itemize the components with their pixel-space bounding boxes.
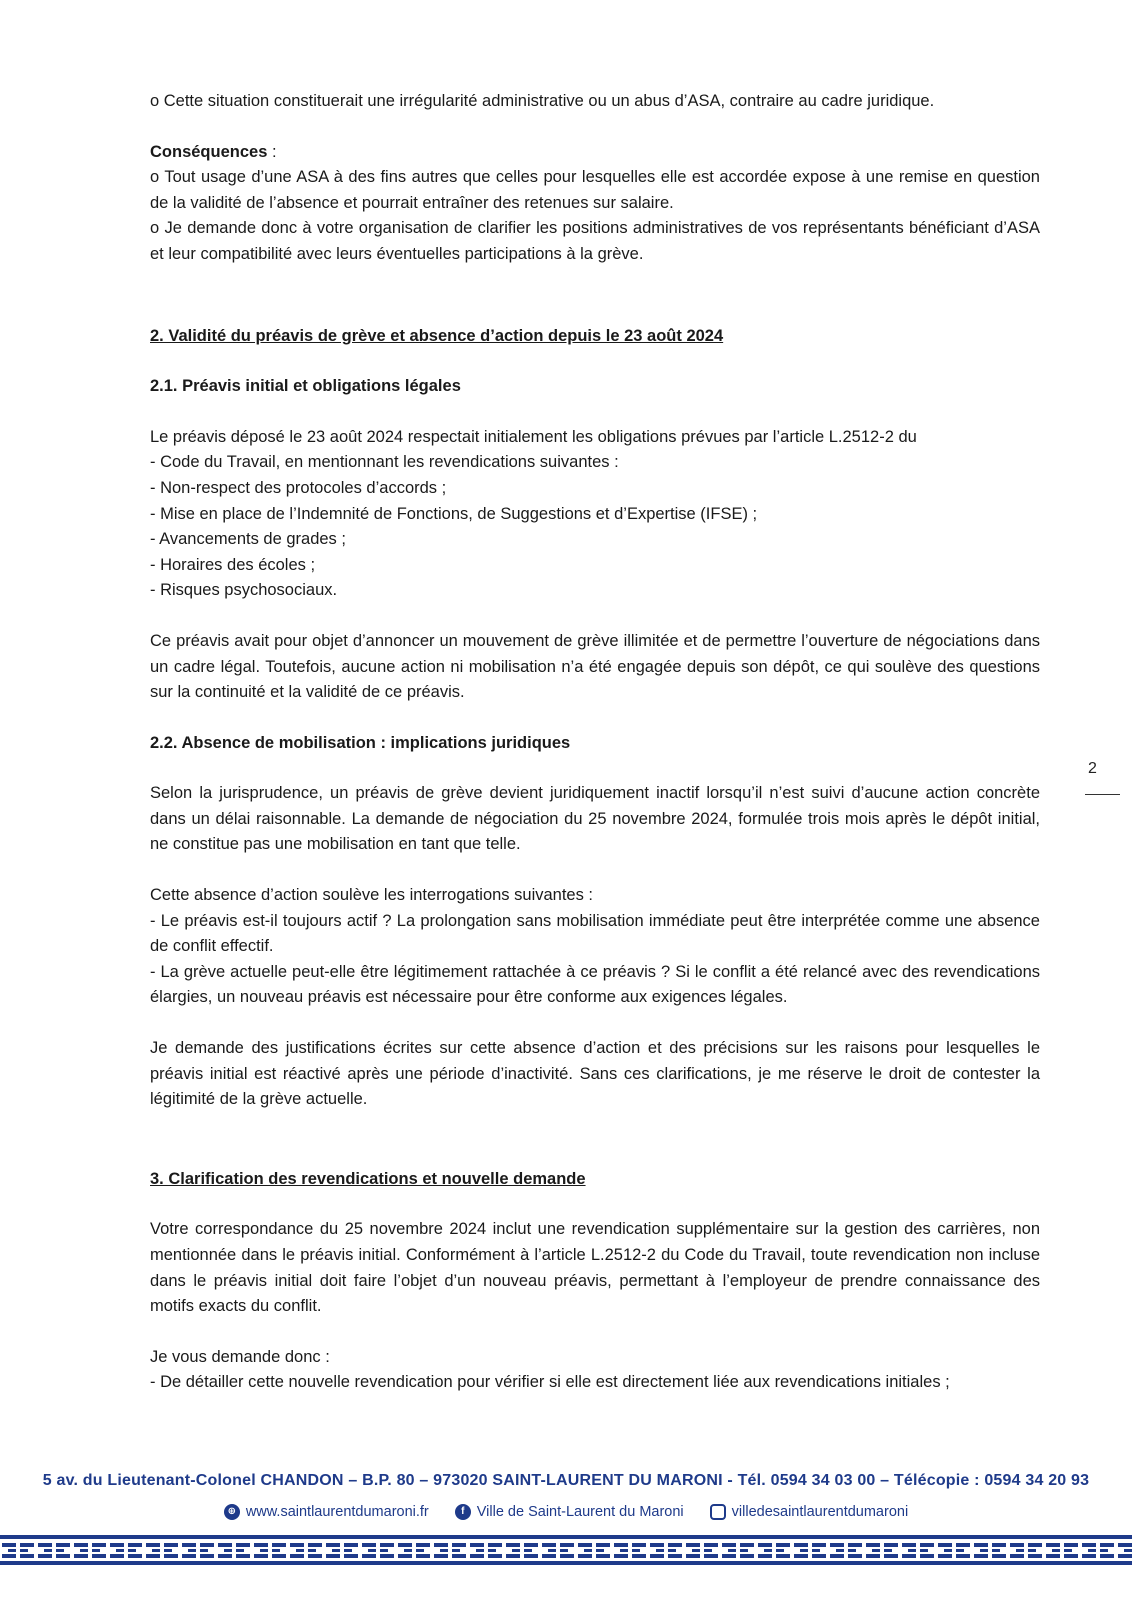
paragraph-asa-irregularity: o Cette situation constituerait une irrégularité administrative ou un abus d’ASA, contraire au cadre juridique.: [150, 92, 935, 110]
list-item: - Avancements de grades ;: [150, 530, 346, 549]
list-item: - Non-respect des protocoles d’accords ;: [150, 478, 447, 497]
footer-instagram-item[interactable]: [710, 1504, 909, 1520]
footer-instagram[interactable]: villedesaintlaurentdumaroni: [731, 1504, 909, 1520]
list-item: - Horaires des écoles ;: [150, 555, 316, 574]
section-2-1-title: 2.1. Préavis initial et obligations légales: [150, 377, 461, 396]
footer-website-item[interactable]: [224, 1504, 429, 1520]
page-number: 2: [1088, 760, 1097, 777]
section-2-2-title: 2.2. Absence de mobilisation : implications juridiques: [150, 733, 571, 752]
footer-website[interactable]: www.saintlaurentdumaroni.fr: [245, 1504, 429, 1520]
list-item: - Risques psychosociaux.: [150, 581, 338, 600]
letter-body: [150, 89, 1040, 1396]
footer-address: 5 av. du Lieutenant-Colonel CHANDON – B.P. 80 – 973020 SAINT-LAURENT DU MARONI - Tél. 0594 34 03 00 – Télécopie : 0594 34 20 93: [42, 1472, 1090, 1489]
list-item: - De détailler cette nouvelle revendication pour vérifier si elle est directement liée aux revendications initiales ;: [150, 1373, 950, 1392]
footer-facebook[interactable]: Ville de Saint-Laurent du Maroni: [476, 1504, 684, 1520]
paragraph-preavis-objet: Ce préavis avait pour objet d’annoncer un mouvement de grève illimitée et de permettre l’ouverture de négociations dans un cadre légal. Toutefois, aucune action ni mobilisation n’a été engagée depuis son dépôt, ce qui soulève des questions sur la continuité et la validité de ce préavis.: [150, 631, 1040, 702]
consequences-heading-line: [150, 140, 1040, 166]
page-number-rule: [1085, 794, 1120, 795]
list-item: - Code du Travail, en mentionnant les revendications suivantes :: [150, 453, 619, 472]
facebook-icon: f: [455, 1504, 471, 1520]
footer-contacts: [0, 1504, 1132, 1520]
list-item: - Mise en place de l’Indemnité de Fonctions, de Suggestions et d’Expertise (IFSE) ;: [150, 504, 758, 523]
footer-facebook-item[interactable]: [455, 1504, 684, 1520]
paragraph-interrogations-intro: Cette absence d’action soulève les interrogations suivantes :: [150, 886, 594, 905]
list-item: - La grève actuelle peut-elle être légitimement rattachée à ce préavis ? Si le conflit a été relancé avec des revendications élargies, un nouveau préavis est nécessaire pour être conforme aux exigences légales.: [150, 962, 1040, 1007]
paragraph-demande-intro: Je vous demande donc :: [150, 1347, 330, 1366]
globe-icon: ⊕: [224, 1504, 240, 1520]
paragraph-justifications: Je demande des justifications écrites sur cette absence d’action et des précisions sur les raisons pour lesquelles le préavis initial est réactivé après une période d’inactivité. Sans ces clarifications, je me réserve le droit de contester la légitimité de la grève actuelle.: [150, 1039, 1040, 1109]
paragraph-clarify-positions: o Je demande donc à votre organisation de clarifier les positions administratives de vos représentants bénéficiant d’ASA et leur compatibilité avec leurs éventuelles participations à la grève.: [150, 219, 1040, 263]
decorative-pattern-band: [0, 1532, 1132, 1568]
list-item: - Le préavis est-il toujours actif ? La prolongation sans mobilisation immédiate peut être interprétée comme une absence de conflit effectif.: [150, 911, 1040, 956]
consequences-heading: Conséquences: [150, 142, 268, 161]
instagram-icon: [710, 1504, 726, 1520]
section-2-title: 2. Validité du préavis de grève et absence d’action depuis le 23 août 2024: [150, 326, 724, 345]
consequences-colon: :: [267, 142, 277, 161]
section-3-title: 3. Clarification des revendications et nouvelle demande: [150, 1169, 586, 1188]
paragraph-correspondance: Votre correspondance du 25 novembre 2024 inclut une revendication supplémentaire sur la gestion des carrières, non mentionnée dans le préavis initial. Conformément à l’article L.2512-2 du Code du Travail, toute revendication non incluse dans le préavis initial doit faire l’objet d’un nouveau préavis, permettant à l’employeur de prendre connaissance des motifs exacts du conflit.: [150, 1220, 1040, 1316]
paragraph-preavis-initial: Le préavis déposé le 23 août 2024 respectait initialement les obligations prévues par l’article L.2512-2 du: [150, 427, 917, 446]
paragraph-asa-usage: o Tout usage d’une ASA à des fins autres que celles pour lesquelles elle est accordée expose à une remise en question de la validité de l’absence et pourrait entraîner des retenues sur salaire.: [150, 168, 1040, 212]
paragraph-jurisprudence: Selon la jurisprudence, un préavis de grève devient juridiquement inactif lorsqu’il n’est suivi d’aucune action concrète dans un délai raisonnable. La demande de négociation du 25 novembre 2024, formulée trois mois après le dépôt initial, ne constitue pas une mobilisation en tant que telle.: [150, 784, 1040, 854]
